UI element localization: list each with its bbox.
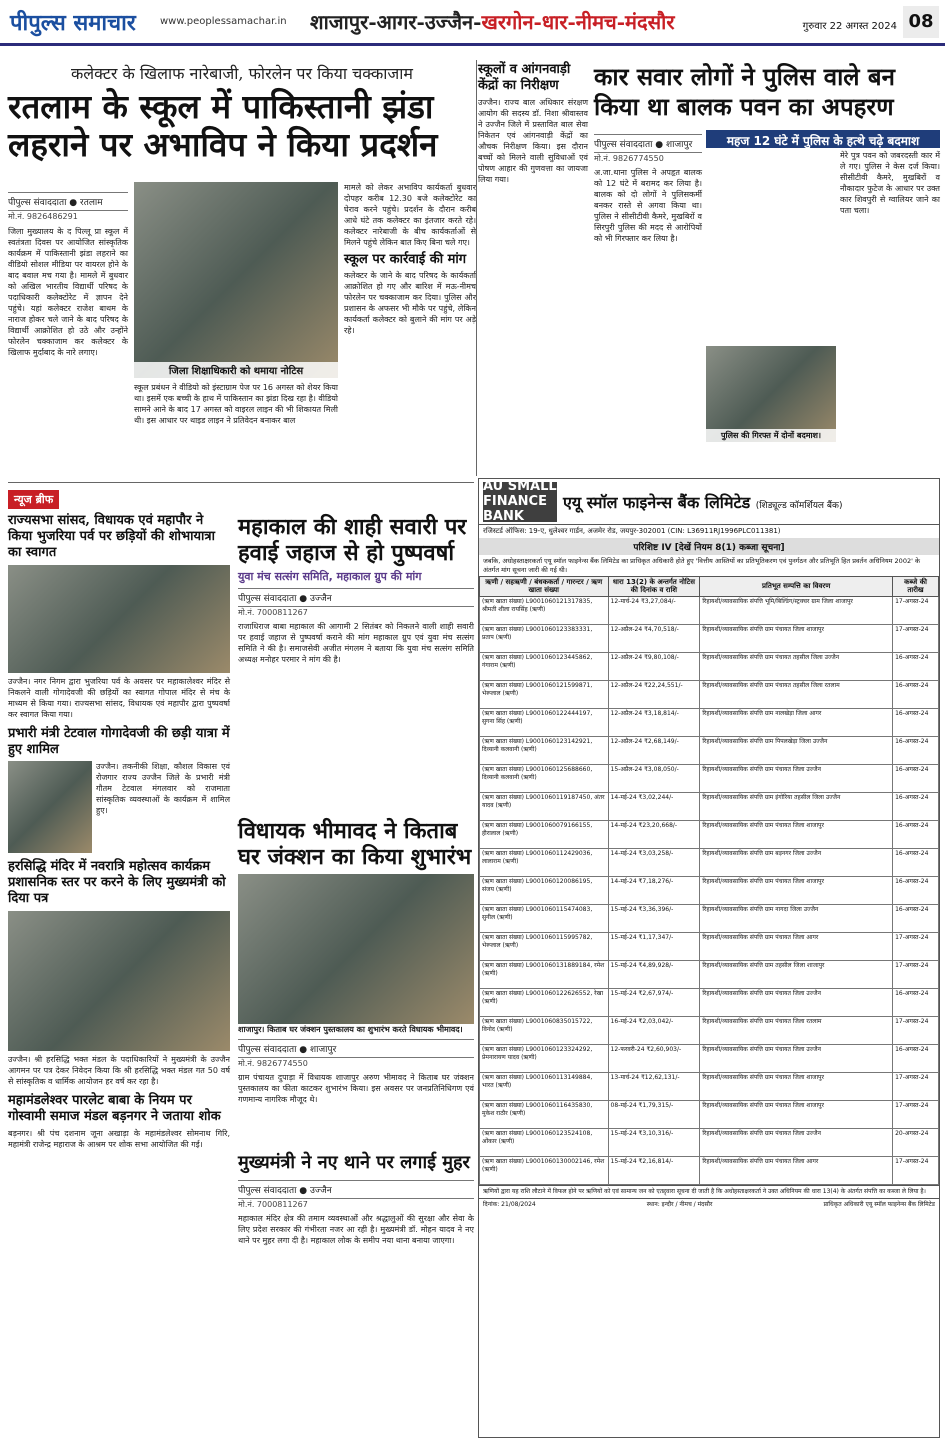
story3-body2: मेरे पुत्र पवन को जबरदस्ती कार में ले गए। पुलिस ने केस दर्ज किया। सीसीटीवी कैमरे, मुखबिरों व नौकादार फुटेज के आधार पर उक्त कार शिवपुरी से ग्वालियर जाने का पता चला।	[840, 151, 940, 215]
col-borrower: ऋणी / सहऋणी / बंधककर्ता / गारन्टर / ऋण खाता संख्या	[480, 577, 609, 597]
row-notice: 08-मई-24 ₹1,79,315/-	[608, 1101, 700, 1129]
row-property: रिहायशी/व्यावसायिक संपत्ति ग्राम पंचायत जिला शाजापुर	[700, 821, 893, 849]
notice-row	[480, 821, 939, 849]
row-borrower: (ऋण खाता संख्या) L9001060123324292, प्रेमनारायण यादव (ऋणी)	[480, 1045, 609, 1073]
row-date: 17-अगस्त-24	[893, 1017, 939, 1045]
row-borrower: (ऋण खाता संख्या) L9001060113149884, भारत (ऋणी)	[480, 1073, 609, 1101]
story3-col2	[840, 150, 940, 276]
notice-row	[480, 905, 939, 933]
story6-headline: मुख्यमंत्री ने नए थाने पर लगाई मुहर	[238, 1152, 470, 1173]
row-date: 20-अगस्त-24	[893, 1129, 939, 1157]
brief-photo-3	[8, 911, 230, 1051]
story3-mobile: मो.नं. 9826774550	[594, 154, 664, 163]
masthead	[0, 0, 945, 46]
row-notice: 15-मई-24 ₹3,10,316/-	[608, 1129, 700, 1157]
notice-date: दिनांक: 21/08/2024	[483, 1201, 536, 1208]
row-notice: 12-मार्च-24 ₹3,27,084/-	[608, 597, 700, 625]
brief-body-4: बड़नगर। श्री पंच दशनाम जूना अखाड़ा के महामंडलेश्वर सोमनाथ गिरि, महामंत्री राजेन्द्र महाराज के आश्रम पर शोक सभा आयोजित की गई।	[8, 1129, 230, 1149]
notice-table-header	[480, 577, 939, 597]
story3-headline: कार सवार लोगों ने पुलिस वाले बन किया था बालक पवन का अपहरण	[594, 62, 895, 121]
brief-body-1: उज्जैन। नगर निगम द्वारा भुजरिया पर्व के अवसर पर महाकालेश्वर मंदिर से निकलने वाली गोगादेवजी की छड़ियों का स्वागत गोपाल मंदिर से मंच के माध्यम से किया गया। राज्यसभा सांसद, विधायक एवं महापौर द्वारा पुष्पवर्षा कर स्वागत किया गया।	[8, 677, 230, 719]
story5-photo	[238, 874, 474, 1024]
row-date: 17-अगस्त-24	[893, 1073, 939, 1101]
row-property: रिहायशी/व्यावसायिक संपत्ति ग्राम नालखेड़ा जिला आगर	[700, 709, 893, 737]
row-property: रिहायशी/व्यावसायिक संपत्ति ग्राम पंचायत जिला आगर	[700, 933, 893, 961]
row-borrower: (ऋण खाता संख्या) L9001060131889184, रमेश (ऋणी)	[480, 961, 609, 989]
row-date: 17-अगस्त-24	[893, 1157, 939, 1185]
col-date: कब्जे की तारीख	[893, 577, 939, 597]
story3-photo-caption: पुलिस की गिरफ्त में दोनों बदमाश।	[706, 429, 836, 442]
row-borrower: (ऋण खाता संख्या) L9001060835015722, विनोद (ऋणी)	[480, 1017, 609, 1045]
brief-headline-2: प्रभारी मंत्री टेटवाल गोगादेवजी की छड़ी यात्रा में हुए शामिल	[8, 726, 230, 757]
story2	[478, 62, 588, 276]
notice-officer: प्राधिकृत अधिकारी एयू स्मॉल फाइनेन्स बैंक लिमिटेड	[823, 1201, 935, 1208]
brief-photo-1	[8, 565, 230, 673]
notice-row	[480, 1045, 939, 1073]
story1-body2: स्कूल प्रबंधन ने वीडियो को इंस्टाग्राम पेज पर 16 अगस्त को शेयर किया था। इसमें एक बच्ची के हाथ में पाकिस्तान का झंडा दिख रहा है। वीडियो सामने आने के बाद 17 अगस्त को वाइरल लाइन की भी शिकायत मिली थी। इस आधार पर थाइड लाइन ने प्रतिवेदन बनाकर बाल	[134, 383, 339, 425]
story5-headline: विधायक भीमावद ने किताब घर जंक्शन का किया शुभारंभ	[238, 818, 472, 870]
notice-row	[480, 849, 939, 877]
row-borrower: (ऋण खाता संख्या) L9001060112429036, लालाराम (ऋणी)	[480, 849, 609, 877]
story4-mobile: मो.नं. 7000811267	[238, 608, 308, 617]
brief-headline-3: हरसिद्धि मंदिर में नवरात्रि महोत्सव कार्यक्रम प्रशासनिक स्तर पर करने के लिए मुख्यमंत्री को दिया पत्र	[8, 859, 226, 906]
row-property: रिहायशी/व्यावसायिक संपत्ति ग्राम पंचायत जिला उज्जैन	[700, 1045, 893, 1073]
story3-banner: महज 12 घंटे में पुलिस के हत्थे चढ़े बदमाश	[706, 130, 940, 148]
bank-possession-notice	[478, 478, 940, 1438]
notice-row	[480, 961, 939, 989]
story4-byline: पीपुल्स संवाददाता ● उज्जैन	[238, 588, 474, 607]
row-borrower: (ऋण खाता संख्या) L9001060121317835, श्रीमती शीला रायसिंह (ऋणी)	[480, 597, 609, 625]
row-property: रिहायशी/व्यावसायिक संपत्ति ग्राम बड़नगर जिला उज्जैन	[700, 849, 893, 877]
notice-footer: ऋणियों द्वारा यह राशि लौटाने में विफल होने पर ऋणियों को एवं सामान्य जन को एतद्द्वारा सूचना दी जाती है कि अधोहस्ताक्षरकर्ता ने उक्त अधिनियम की धारा 13(4) के अंतर्गत संपत्ति का कब्जा ले लिया है।	[479, 1185, 939, 1198]
row-notice: 15-मई-24 ₹2,67,974/-	[608, 989, 700, 1017]
row-date: 17-अगस्त-24	[893, 933, 939, 961]
notice-row	[480, 1073, 939, 1101]
row-date: 16-अगस्त-24	[893, 765, 939, 793]
notice-row	[480, 597, 939, 625]
row-date: 16-अगस्त-24	[893, 737, 939, 765]
story2-body: उज्जैन। राज्य बाल अधिकार संरक्षण आयोग की सदस्य डॉ. निशा श्रीवास्तव ने उज्जैन जिले में प्रस्तावित बाल सेवा निकेतन एवं आंगनवाड़ी केंद्रों का औचक निरीक्षण किया। इस दौरान बच्चों को मिलने वाली सुविधाओं एवं पोषण आहार की गुणवत्ता का जायजा लिया गया।	[478, 98, 588, 184]
story3-byline: पीपुल्स संवाददाता ● शाजापुर	[594, 134, 702, 153]
story3-body1: अ.जा.थाना पुलिस ने अपहृत बालक को 12 घंटे में बरामद कर लिया है। बालक को दो लोगों ने पुलिसकर्मी बनकर रास्ते से अगवा किया था। पुलिस ने सीसीटीवी कैमरे, मुखबिरों व सिरपुरी पुलिस की मदद से आरोपियों को भी गिरफ्तार कर लिया है।	[594, 168, 702, 243]
story1-subhead: स्कूल पर कार्रवाई की मांग	[344, 252, 467, 267]
story1-header	[8, 62, 476, 188]
row-property: रिहायशी/व्यावसायिक संपत्ति ग्राम पंचायत जिला शाजापुर	[700, 1101, 893, 1129]
notice-row	[480, 1017, 939, 1045]
row-property: रिहायशी/व्यावसायिक संपत्ति ग्राम पंचायत जिला शाजापुर	[700, 1073, 893, 1101]
row-date: 16-अगस्त-24	[893, 877, 939, 905]
newspaper-logo: पीपुल्स समाचार	[10, 9, 136, 36]
story1-body4: कलेक्टर के जाने के बाद परिषद के कार्यकर्ता आक्रोशित हो गए और बारिश में मऊ-नीमच फोरलेन पर चक्काजाम कर दिया। पुलिस और प्रशासन के अफसर भी मौके पर पहुंचे, लेकिन कार्यकर्ता कलेक्टर को बुलाने की मांग पर अड़े रहे।	[344, 271, 476, 335]
page-number: 08	[903, 6, 939, 38]
row-date: 16-अगस्त-24	[893, 821, 939, 849]
row-property: रिहायशी/व्यावसायिक संपत्ति ग्राम नागदा जिला उज्जैन	[700, 905, 893, 933]
news-brief-label: न्यूज ब्रीफ	[8, 490, 59, 509]
story6	[238, 1150, 474, 1438]
issue-date: गुरुवार 22 अगस्त 2024	[802, 21, 897, 32]
notice-row	[480, 989, 939, 1017]
story4-headline: महाकाल की शाही सवारी पर हवाई जहाज से हो पुष्पवर्षा	[238, 514, 467, 566]
story5-body: ग्राम पंचायत दुपाड़ा में विधायक शाजापुर अरुण भीमावद ने किताब घर जंक्शन पुस्तकालय का फीता काटकर शुभारंभ किया। इस अवसर पर जनप्रतिनिधिगण एवं गणमान्य नागरिक मौजूद थे।	[238, 1073, 474, 1104]
row-date: 17-अगस्त-24	[893, 597, 939, 625]
row-borrower: (ऋण खाता संख्या) L9001060079166155, हीरालाल (ऋणी)	[480, 821, 609, 849]
row-notice: 15-मई-24 ₹3,36,396/-	[608, 905, 700, 933]
row-borrower: (ऋण खाता संख्या) L9001060123524108, ओंकार (ऋणी)	[480, 1129, 609, 1157]
story1-col1	[8, 188, 128, 478]
row-notice: 16-मई-24 ₹2,03,042/-	[608, 1017, 700, 1045]
row-notice: 14-मई-24 ₹3,03,258/-	[608, 849, 700, 877]
notice-row	[480, 1129, 939, 1157]
story5-photo-caption: शाजापुर। किताब घर जंक्शन पुस्तकालय का शुभारंभ करते विधायक भीमावद।	[238, 1025, 463, 1034]
col-property: प्रतिभूत सम्पत्ति का विवरण	[700, 577, 893, 597]
story5-byline: पीपुल्स संवाददाता ● शाजापुर	[238, 1039, 474, 1058]
story4-body: राजाधिराज बाबा महाकाल की आगामी 2 सितंबर को निकलने वाली शाही सवारी पर हवाई जहाज से पुष्पवर्षा कराने की मांग महाकाल ग्रुप एवं युवा मंच सत्संग समिति ने की है। समाजसेवी अजीत मंगलम ने बताया कि युवा मंच सत्संग समिति अध्यक्ष मनोहर परमार ने मांग की है।	[238, 622, 474, 664]
notice-row	[480, 681, 939, 709]
notice-row	[480, 709, 939, 737]
row-borrower: (ऋण खाता संख्या) L9001060119187450, अंतर यादव (ऋणी)	[480, 793, 609, 821]
story1-photo-caption: जिला शिक्षाधिकारी को थमाया नोटिस	[134, 362, 338, 378]
row-date: 17-अगस्त-24	[893, 961, 939, 989]
row-borrower: (ऋण खाता संख्या) L9001060122444197, सुगना सिंह (ऋणी)	[480, 709, 609, 737]
row-property: रिहायशी/व्यावसायिक संपत्ति ग्राम पिपलखेड़ा जिला उज्जैन	[700, 737, 893, 765]
story6-byline: पीपुल्स संवाददाता ● उज्जैन	[238, 1180, 474, 1199]
notice-row	[480, 1101, 939, 1129]
row-notice: 15-मई-24 ₹1,17,347/-	[608, 933, 700, 961]
row-borrower: (ऋण खाता संख्या) L9001060115474083, सुनील (ऋणी)	[480, 905, 609, 933]
row-notice: 15-अप्रैल-24 ₹3,08,050/-	[608, 765, 700, 793]
row-borrower: (ऋण खाता संख्या) L9001060123142921, दिव्यानी कलवानी (ऋणी)	[480, 737, 609, 765]
row-date: 17-अगस्त-24	[893, 1101, 939, 1129]
notice-title	[557, 491, 842, 513]
story1-body3: मामले को लेकर अभाविप कार्यकर्ता बुधवार दोपहर करीब 12.30 बजे कलेक्टोरेट का घेराव करने पहुंचे। प्रदर्शन के दौरान करीब आधे घंटे तक कलेक्टर का इंतजार करते रहे। कलेक्टर नारेबाजी के बीच कार्यकर्ताओं से मिलने पहुंचे लेकिन बात किए बिना चले गए।	[344, 183, 476, 247]
row-property: रिहायशी/व्यावसायिक संपत्ति ग्राम पंचायत जिला उज्जैन	[700, 1129, 893, 1157]
row-borrower: (ऋण खाता संख्या) L9001060115995782, भेरूलाल (ऋणी)	[480, 933, 609, 961]
row-date: 16-अगस्त-24	[893, 793, 939, 821]
row-borrower: (ऋण खाता संख्या) L9001060130002146, रमेश (ऋणी)	[480, 1157, 609, 1185]
story3-header	[594, 62, 940, 130]
row-notice: 12-अप्रैल-24 ₹22,24,551/-	[608, 681, 700, 709]
row-property: रिहायशी/व्यावसायिक संपत्ति ग्राम पंचायत जिला उज्जैन	[700, 765, 893, 793]
story2-headline: स्कूलों व आंगनवाड़ी केंद्रों का निरीक्षण	[478, 62, 571, 93]
row-property: रिहायशी/व्यावसायिक संपत्ति ग्राम पंचायत जिला रतलाम	[700, 1017, 893, 1045]
notice-row	[480, 765, 939, 793]
row-borrower: (ऋण खाता संख्या) L9001060121599871, भेरूलाल (ऋणी)	[480, 681, 609, 709]
story4-subhead: युवा मंच सत्संग समिति, महाकाल ग्रुप की मांग	[238, 570, 422, 583]
notice-paragraph: जबकि, अधोहस्ताक्षरकर्ता एयू स्मॉल फाइनेन्स बैंक लिमिटेड का प्राधिकृत अधिकारी होते हुए 'वित्तीय आस्तियों का प्रतिभूतिकरण एवं पुनर्गठन और प्रतिभूति हित प्रवर्तन अधिनियम 2002' के अंतर्गत मांग सूचना जारी की गई थी।	[483, 557, 920, 574]
row-date: 16-अगस्त-24	[893, 709, 939, 737]
row-property: रिहायशी/व्यावसायिक संपत्ति ग्राम इंगोरिया तहसील जिला उज्जैन	[700, 793, 893, 821]
col-notice: धारा 13(2) के अन्तर्गत नोटिस की दिनांक व राशि	[608, 577, 700, 597]
story4	[238, 514, 474, 814]
website-url: www.peoplessamachar.in	[160, 16, 287, 27]
row-borrower: (ऋण खाता संख्या) L9001060125688660, दिव्यानी कलवानी (ऋणी)	[480, 765, 609, 793]
row-notice: 12-अप्रैल-24 ₹9,80,108/-	[608, 653, 700, 681]
brief-headline-1: राज्यसभा सांसद, विधायक एवं महापौर ने किया भुजरिया पर्व पर छड़ियों की शोभायात्रा का स्वागत	[8, 513, 215, 560]
region-highlight: खरगोन-धार-नीमच-मंदसौर	[481, 10, 675, 34]
row-notice: 14-मई-24 ₹23,20,668/-	[608, 821, 700, 849]
brief-photo-2	[8, 761, 92, 853]
notice-row	[480, 653, 939, 681]
row-date: 16-अगस्त-24	[893, 905, 939, 933]
row-property: रिहायशी/व्यावसायिक संपत्ति ग्राम पंचायत जिला आगर	[700, 1157, 893, 1185]
row-borrower: (ऋण खाता संख्या) L9001060123383331, प्रताप (ऋणी)	[480, 625, 609, 653]
row-property: रिहायशी/व्यावसायिक संपत्ति ग्राम पंचायत तहसील जिला रतलाम	[700, 681, 893, 709]
story5-mobile: मो.नं. 9826774550	[238, 1059, 308, 1068]
notice-row	[480, 877, 939, 905]
story3-col1	[594, 130, 702, 276]
row-notice: 12-अप्रैल-24 ₹4,70,518/-	[608, 625, 700, 653]
notice-row	[480, 737, 939, 765]
row-date: 16-अगस्त-24	[893, 1045, 939, 1073]
notice-header	[479, 479, 939, 525]
row-date: 16-अगस्त-24	[893, 681, 939, 709]
row-notice: 15-मई-24 ₹4,89,928/-	[608, 961, 700, 989]
brief-body-3: उज्जैन। श्री हरसिद्धि भक्त मंडल के पदाधिकारियों ने मुख्यमंत्री के उज्जैन आगमन पर पत्र देकर निवेदन किया कि श्री हरसिद्धि भक्त मंडल गत 50 वर्ष से सांस्कृतिक व धार्मिक आयोजन हर वर्ष कर रहा है।	[8, 1055, 230, 1086]
row-borrower: (ऋण खाता संख्या) L9001060116435830, मुकेश राठौर (ऋणी)	[480, 1101, 609, 1129]
story6-mobile: मो.नं. 7000811267	[238, 1200, 308, 1209]
row-date: 16-अगस्त-24	[893, 653, 939, 681]
row-notice: 14-मई-24 ₹7,18,276/-	[608, 877, 700, 905]
row-date: 17-अगस्त-24	[893, 625, 939, 653]
notice-place: स्थान: इन्दौर / नीमच / मंदसौर	[646, 1201, 713, 1208]
row-notice: 15-मई-24 ₹2,16,814/-	[608, 1157, 700, 1185]
row-borrower: (ऋण खाता संख्या) L9001060122626552, रेखा (ऋणी)	[480, 989, 609, 1017]
notice-title-text: एयू स्मॉल फाइनेन्स बैंक लिमिटेड	[563, 492, 751, 512]
story1-byline: पीपुल्स संवाददाता ● रतलाम	[8, 192, 128, 211]
row-notice: 12-फरवरी-24 ₹2,60,903/-	[608, 1045, 700, 1073]
row-notice: 13-मार्च-24 ₹12,62,131/-	[608, 1073, 700, 1101]
story1-headline: रतलाम के स्कूल में पाकिस्तानी झंडा लहराने पर अभाविप ने किया प्रदर्शन	[8, 87, 438, 164]
notice-table	[479, 576, 939, 1185]
row-date: 16-अगस्त-24	[893, 989, 939, 1017]
row-property: रिहायशी/व्यावसायिक संपत्ति ग्राम पंचायत जिला शाजापुर	[700, 877, 893, 905]
row-property: रिहायशी/व्यावसायिक संपत्ति ग्राम तहसील जिला शाजापुर	[700, 961, 893, 989]
notice-row	[480, 1157, 939, 1185]
notice-row	[480, 933, 939, 961]
row-property: रिहायशी/व्यावसायिक संपत्ति भूमि/बिल्डिंग/स्ट्रक्चर ग्राम जिला शाजापुर	[700, 597, 893, 625]
row-notice: 12-अप्रैल-24 ₹3,18,814/-	[608, 709, 700, 737]
row-property: रिहायशी/व्यावसायिक संपत्ति ग्राम पंचायत जिला उज्जैन	[700, 989, 893, 1017]
row-property: रिहायशी/व्यावसायिक संपत्ति ग्राम पंचायत तहसील जिला उज्जैन	[700, 653, 893, 681]
row-borrower: (ऋण खाता संख्या) L9001060120086195, संजय (ऋणी)	[480, 877, 609, 905]
row-notice: 12-अप्रैल-24 ₹2,68,149/-	[608, 737, 700, 765]
row-notice: 14-मई-24 ₹3,02,244/-	[608, 793, 700, 821]
story1-photo	[134, 182, 338, 378]
story1-col2	[134, 382, 338, 478]
row-date: 16-अगस्त-24	[893, 849, 939, 877]
notice-subtitle: परिशिष्ट IV [देखें नियम 8(1) कब्जा सूचना]	[479, 538, 939, 555]
brief-headline-4: महामंडलेश्वर पारलेट बाबा के नियम पर गोस्वामी समाज मंडल बड़नगर ने जताया शोक	[8, 1093, 221, 1124]
brief-body-2: उज्जैन। तकनीकी शिक्षा, कौशल विकास एवं रोजगार राज्य उज्जैन जिले के प्रभारी मंत्री गौतम टेटवाल मंगलवार को राजमाता सांस्कृतिक व्यवस्थाओं के कार्यक्रम में शामिल हुए।	[96, 762, 230, 815]
notice-office: रजिस्टर्ड ऑफिस: 19-ए, धुलेश्वर गार्डन, अजमेर रोड, जयपुर-302001 (CIN: L36911RJ1996PLC011381)	[483, 527, 781, 535]
notice-row	[480, 793, 939, 821]
bank-logo: AU SMALL FINANCE BANK	[483, 479, 557, 524]
notice-row	[480, 625, 939, 653]
region-title	[310, 8, 675, 35]
notice-signoff	[479, 1198, 939, 1211]
story3-photo	[706, 346, 836, 442]
story5	[238, 818, 474, 1104]
story1-kicker: कलेक्टर के खिलाफ नारेबाजी, फोरलेन पर किया चक्काजाम	[70, 64, 413, 83]
notice-title-sub: (शिड्यूल्ड कॉमर्शियल बैंक)	[755, 500, 843, 511]
news-brief	[8, 488, 230, 1438]
region-plain: शाजापुर-आगर-उज्जैन-	[310, 10, 482, 34]
story1-mobile: मो.नं. 9826486291	[8, 212, 78, 221]
story1-col3	[344, 182, 476, 478]
row-borrower: (ऋण खाता संख्या) L9001060123445862, गंगाराम (ऋणी)	[480, 653, 609, 681]
story6-body: महाकाल मंदिर क्षेत्र की तमाम व्यवस्थाओं और श्रद्धालुओं की सुरक्षा और सेवा के लिए प्रदेश सरकार की गंभीरता नजर आ रही है। मुख्यमंत्री डॉ. मोहन यादव ने नए थाने पर मुहर लगा दी है। महाकाल लोक के समीप नया थाना बनाया जाएगा।	[238, 1214, 474, 1245]
story1-body1: जिला मुख्यालय के द पिल्लू प्रा स्कूल में स्वतंत्रता दिवस पर आयोजित सांस्कृतिक कार्यक्रम में पाकिस्तानी झंडा लहराने का वीडियो सोशल मीडिया पर वायरल होने के बाद बवाल मच गया है। मामले में बुधवार को अखिल भारतीय विद्यार्थी परिषद के पदाधिकारी कलेक्टोरेट में ज्ञापन देने पहुंचे। यहां कलेक्टर राजेश बाथम के नाराज होकर चले जाने के बाद परिषद के विद्यार्थी आक्रोशित हो उठे और उन्होंने फोरलेन चक्काजाम कर कलेक्टर के खिलाफ मुर्दाबाद के नारे लगाए।	[8, 227, 128, 357]
row-property: रिहायशी/व्यावसायिक संपत्ति ग्राम पंचायत जिला शाजापुर	[700, 625, 893, 653]
